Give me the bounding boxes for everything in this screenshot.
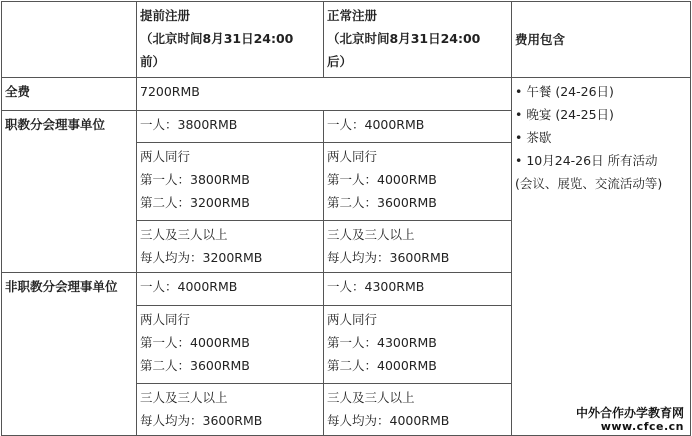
member-label: 职教分会理事单位 — [2, 111, 137, 273]
nonmember-two-early — [137, 306, 324, 384]
member-two-normal-title: 两人同行 — [327, 149, 378, 164]
member-two-early-first: 第一人：3800RMB — [140, 172, 250, 187]
included-item-dinner: • 晚宴 (24-25日) — [515, 107, 614, 122]
included-item-all-activities: • 10月24-26日 所有活动 — [515, 153, 658, 168]
nonmember-three-normal-each: 每人均为：4000RMB — [327, 413, 450, 428]
member-two-early-title: 两人同行 — [140, 149, 191, 164]
nonmember-two-early-second: 第二人：3600RMB — [140, 358, 250, 373]
member-two-early-second: 第二人：3200RMB — [140, 195, 250, 210]
header-early-registration — [137, 2, 324, 78]
member-one-normal: 一人：4000RMB — [324, 111, 512, 143]
full-fee-value: 7200RMB — [137, 78, 512, 111]
site-watermark — [576, 406, 684, 433]
header-early-title: 提前注册 — [140, 8, 191, 23]
header-early-deadline: （北京时间8月31日24:00 — [140, 31, 294, 46]
member-three-normal-each: 每人均为：3600RMB — [327, 250, 450, 265]
full-fee-row — [2, 78, 691, 111]
included-item-tea-break: • 茶歇 — [515, 130, 552, 145]
watermark-site-name: 中外合作办学教育网 — [575, 406, 684, 420]
nonmember-two-normal-title: 两人同行 — [327, 312, 378, 327]
header-normal-registration — [324, 2, 512, 78]
header-corner-cell — [2, 2, 137, 78]
nonmember-three-normal — [324, 384, 512, 436]
header-normal-deadline: （北京时间8月31日24:00 — [327, 31, 481, 46]
member-two-normal-first: 第一人：4000RMB — [327, 172, 437, 187]
nonmember-label: 非职教分会理事单位 — [2, 273, 137, 436]
member-three-normal — [324, 221, 512, 273]
nonmember-two-early-first: 第一人：4000RMB — [140, 335, 250, 350]
nonmember-two-normal — [324, 306, 512, 384]
member-two-early — [137, 143, 324, 221]
member-two-normal — [324, 143, 512, 221]
nonmember-one-normal: 一人：4300RMB — [324, 273, 512, 306]
nonmember-two-normal-first: 第一人：4300RMB — [327, 335, 437, 350]
included-item-lunch: • 午餐 (24-26日) — [515, 84, 614, 99]
full-fee-label: 全费 — [2, 78, 137, 111]
header-early-suffix: 前） — [140, 54, 166, 69]
nonmember-three-normal-title: 三人及三人以上 — [327, 390, 415, 405]
nonmember-three-early-each: 每人均为：3600RMB — [140, 413, 263, 428]
header-fee-included: 费用包含 — [512, 2, 691, 78]
fee-included-list — [512, 78, 691, 436]
nonmember-three-early — [137, 384, 324, 436]
watermark-site-url: www.cfce.cn — [600, 420, 684, 433]
member-one-early: 一人：3800RMB — [137, 111, 324, 143]
member-three-normal-title: 三人及三人以上 — [327, 227, 415, 242]
nonmember-two-normal-second: 第二人：4000RMB — [327, 358, 437, 373]
header-row — [2, 2, 691, 78]
fee-table — [1, 1, 691, 436]
member-two-normal-second: 第二人：3600RMB — [327, 195, 437, 210]
member-three-early-title: 三人及三人以上 — [140, 227, 228, 242]
included-item-activities-note: (会议、展览、交流活动等) — [515, 176, 663, 191]
nonmember-two-early-title: 两人同行 — [140, 312, 191, 327]
header-normal-suffix: 后） — [327, 54, 353, 69]
member-three-early — [137, 221, 324, 273]
member-three-early-each: 每人均为：3200RMB — [140, 250, 263, 265]
header-normal-title: 正常注册 — [327, 8, 378, 23]
nonmember-three-early-title: 三人及三人以上 — [140, 390, 228, 405]
nonmember-one-early: 一人：4000RMB — [137, 273, 324, 306]
